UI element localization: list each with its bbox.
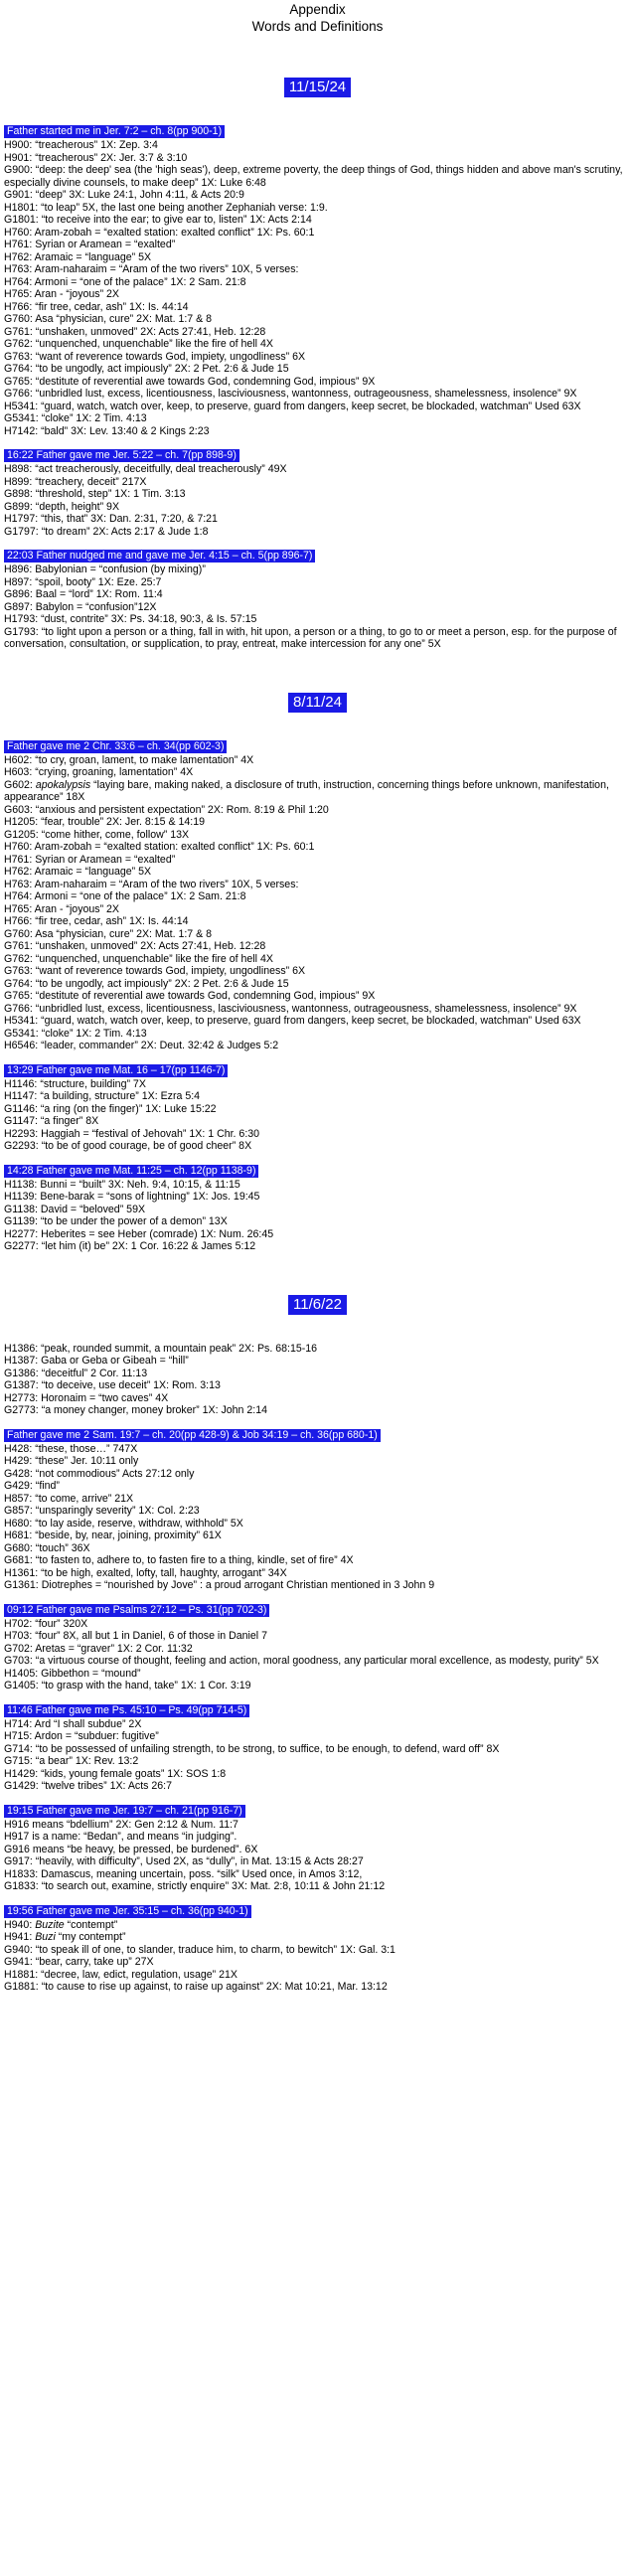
definition-line: G1801: “to receive into the ear; to give ear to, listen” 1X: Acts 2:14 — [4, 214, 312, 226]
definition-line: H5341: “guard, watch, watch over, keep, to preserve, guard from dangers, keep secret, be blockaded, watchman” Used 63X — [4, 400, 581, 412]
definition-line: H715: Ardon = “subduer: fugitive” — [4, 1730, 159, 1742]
definition-line: G1881: “to cause to rise up against, to raise up against” 2X: Mat 10:21, Mar. 13:12 — [4, 1981, 388, 1993]
definition-line: G681: “to fasten to, adhere to, to fasten fire to a thing, kindle, set of fire” 4X — [4, 1554, 354, 1566]
definition-line: G702: Aretas = “graver” 1X: 2 Cor. 11:32 — [4, 1642, 193, 1655]
definition-line: H1205: “fear, trouble” 2X: Jer. 8:15 & 14:19 — [4, 816, 205, 828]
definition-line: G764: “to be ungodly, act impiously” 2X: 2 Pet. 2:6 & Jude 15 — [4, 363, 289, 375]
entry-section — [4, 1064, 631, 1153]
definition-line: G1147: “a finger” 8X — [4, 1115, 99, 1127]
entry-section — [4, 550, 631, 651]
definition-line: G901: “deep” 3X: Luke 24:1, John 4:11, & Acts 20:9 — [4, 189, 244, 201]
section-heading: Father started me in Jer. 7:2 – ch. 8(pp 900-1) — [4, 125, 225, 138]
definition-line: G5341: “cloke” 1X: 2 Tim. 4:13 — [4, 1027, 147, 1040]
section-heading: 19:56 Father gave me Jer. 35:15 – ch. 36(pp 940-1) — [4, 1905, 251, 1918]
definition-line: H766: “fir tree, cedar, ash” 1X: Is. 44:14 — [4, 300, 189, 313]
definition-line: H1797: “this, that” 3X: Dan. 2:31, 7:20, & 7:21 — [4, 513, 218, 525]
entry-section — [4, 125, 631, 437]
section-heading: 11:46 Father gave me Ps. 45:10 – Ps. 49(pp 714-5) — [4, 1704, 249, 1717]
definition-line: H917 is a name: “Bedan”, and means “in judging”. — [4, 1831, 237, 1843]
entry-section — [4, 1604, 631, 1692]
date-heading: 11/6/22 — [288, 1295, 347, 1315]
definition-line: H1146: “structure, building” 7X — [4, 1077, 146, 1090]
definition-line: H765: Aran - “joyous” 2X — [4, 902, 119, 915]
definition-line: H2773: Horonaim = “two caves” 4X — [4, 1391, 169, 1404]
definition-line: H5341: “guard, watch, watch over, keep, to preserve, guard from dangers, keep secret, be blockaded, watchman” Used 63X — [4, 1015, 581, 1027]
date-heading-row — [4, 693, 631, 713]
definition-line: H900: “treacherous” 1X: Zep. 3:4 — [4, 139, 158, 151]
date-heading-row — [4, 1295, 631, 1315]
definition-line: G763: “want of reverence towards God, impiety, ungodliness” 6X — [4, 965, 306, 977]
definition-line: H761: Syrian or Aramean = “exalted” — [4, 239, 176, 250]
definition-line: G760: Asa “physician, cure” 2X: Mat. 1:7 & 8 — [4, 313, 213, 325]
definition-line: H603: “crying, groaning, lamentation” 4X — [4, 766, 194, 778]
definition-line: H1881: “decree, law, edict, regulation, usage” 21X — [4, 1968, 237, 1981]
definition-line: G900: “deep: the deep' sea (the 'high seas'), deep, extreme poverty, the deep things of God, things hidden and above man's scrutiny, especially divine counsels, to make deep” 1X: Luke 6:48 — [4, 164, 623, 189]
definition-line: H428: “these, those…” 747X — [4, 1442, 138, 1455]
entry-section — [4, 1165, 631, 1253]
definition-line: G1138: David = “beloved” 59X — [4, 1203, 146, 1215]
definition-line: H897: “spoil, booty” 1X: Eze. 25:7 — [4, 575, 162, 588]
definition-line: G429: “find” — [4, 1480, 60, 1492]
definition-line: H764: Armoni = “one of the palace” 1X: 2 Sam. 21:8 — [4, 275, 246, 288]
definition-line: G762: “unquenched, unquenchable” like the fire of hell 4X — [4, 338, 273, 350]
entry-section — [4, 449, 631, 538]
definition-line: G1833: “to search out, examine, strictly enquire” 3X: Mat. 2:8, 10:11 & John 21:12 — [4, 1880, 386, 1892]
section-heading: 13:29 Father gave me Mat. 16 – 17(pp 1146-7) — [4, 1064, 228, 1077]
definition-line: H941: Buzi “my contempt” — [4, 1931, 126, 1943]
entry-section — [4, 1805, 631, 1893]
definition-line: H899: “treachery, deceit” 217X — [4, 475, 147, 488]
definition-line: H429: “these” Jer. 10:11 only — [4, 1455, 139, 1467]
definition-line: G760: Asa “physician, cure” 2X: Mat. 1:7 & 8 — [4, 927, 213, 940]
section-heading: Father gave me 2 Chr. 33:6 – ch. 34(pp 602-3) — [4, 740, 227, 753]
definition-line: H1801: “to leap” 5X, the last one being another Zephaniah verse: 1:9. — [4, 201, 328, 214]
definition-line: H681: “beside, by, near, joining, proximity” 61X — [4, 1530, 222, 1541]
date-heading: 8/11/24 — [288, 693, 347, 713]
definition-line: G857: “unsparingly severity” 1X: Col. 2:23 — [4, 1505, 200, 1517]
definition-line: G761: “unshaken, unmoved” 2X: Acts 27:41, Heb. 12:28 — [4, 940, 266, 952]
definition-line: H1139: Bene-barak = “sons of lightning” 1X: Jos. 19:45 — [4, 1191, 260, 1203]
definition-line: G1429: “twelve tribes” 1X: Acts 26:7 — [4, 1780, 172, 1792]
definition-line: H916 means “bdellium” 2X: Gen 2:12 & Num. 11:7 — [4, 1818, 238, 1831]
definition-line: H714: Ard “I shall subdue” 2X — [4, 1717, 142, 1730]
definition-line: H762: Aramaic = “language” 5X — [4, 866, 152, 878]
definition-line: H2293: Haggiah = “festival of Jehovah” 1X: 1 Chr. 6:30 — [4, 1127, 260, 1140]
definition-line: H896: Babylonian = “confusion (by mixing)” — [4, 564, 206, 575]
definition-line: H763: Aram-naharaim = “Aram of the two rivers” 10X, 5 verses: — [4, 878, 299, 890]
section-heading: 14:28 Father gave me Mat. 11:25 – ch. 12(pp 1138-9) — [4, 1165, 258, 1178]
definition-line: H764: Armoni = “one of the palace” 1X: 2 Sam. 21:8 — [4, 890, 246, 902]
definition-line: G899: “depth, height” 9X — [4, 500, 120, 513]
definition-line: H1361: “to be high, exalted, lofty, tall, haughty, arrogant” 34X — [4, 1566, 287, 1579]
definition-line: G1139: “to be under the power of a demon” 13X — [4, 1215, 228, 1227]
section-heading: 22:03 Father nudged me and gave me Jer. 4:15 – ch. 5(pp 896-7) — [4, 550, 315, 563]
definition-line: H6546: “leader, commander” 2X: Deut. 32:42 & Judges 5:2 — [4, 1040, 279, 1051]
definition-line: H901: “treacherous” 2X: Jer. 3:7 & 3:10 — [4, 151, 188, 164]
definition-line: G896: Baal = “lord” 1X: Rom. 11:4 — [4, 588, 163, 600]
definition-line: G1361: Diotrephes = “nourished by Jove” : a proud arrogant Christian mentioned in 3 John 9 — [4, 1579, 435, 1591]
definition-line: H1138: Bunni = “built” 3X: Neh. 9:4, 10:15, & 11:15 — [4, 1178, 240, 1191]
definition-line: G703: “a virtuous course of thought, feeling and action, moral goodness, any particular moral excellence, as modesty, purity” 5X — [4, 1655, 599, 1667]
definition-line: G763: “want of reverence towards God, impiety, ungodliness” 6X — [4, 350, 306, 363]
definition-line: H898: “act treacherously, deceitfully, deal treacherously” 49X — [4, 463, 287, 475]
definition-line: G766: “unbridled lust, excess, licentiousness, lasciviousness, wantonness, outrageousness, shamelessness, insolence” 9X — [4, 388, 577, 400]
definition-line: G714: “to be possessed of unfailing strength, to be strong, to suffice, to be enough, to defend, ward off” 8X — [4, 1742, 500, 1755]
section-heading: 19:15 Father gave me Jer. 19:7 – ch. 21(pp 916-7) — [4, 1805, 245, 1818]
definition-line: H857: “to come, arrive” 21X — [4, 1492, 134, 1505]
definition-line: H760: Aram-zobah = “exalted station: exalted conflict” 1X: Ps. 60:1 — [4, 841, 315, 853]
definition-line: G764: “to be ungodly, act impiously” 2X: 2 Pet. 2:6 & Jude 15 — [4, 977, 289, 990]
entry-section — [4, 1905, 631, 1994]
section-heading: Father gave me 2 Sam. 19:7 – ch. 20(pp 428-9) & Job 34:19 – ch. 36(pp 680-1) — [4, 1429, 381, 1442]
definition-line: H765: Aran - “joyous” 2X — [4, 288, 119, 300]
definition-line: G1797: “to dream” 2X: Acts 2:17 & Jude 1:8 — [4, 525, 209, 538]
definition-line: G897: Babylon = “confusion”12X — [4, 600, 157, 613]
definition-line: G680: “touch” 36X — [4, 1541, 90, 1554]
definition-line: H702: “four” 320X — [4, 1617, 88, 1630]
document-title: Appendix — [289, 2, 346, 17]
definition-line: G715: “a bear” 1X: Rev. 13:2 — [4, 1755, 139, 1767]
definition-line: G1387: “to deceive, use deceit” 1X: Rom. 3:13 — [4, 1379, 221, 1391]
definition-line: H1833: Damascus, meaning uncertain, poss. “silk” Used once, in Amos 3:12, — [4, 1867, 363, 1880]
definition-line: H680: “to lay aside, reserve, withdraw, withhold” 5X — [4, 1517, 243, 1530]
definition-line: G765: “destitute of reverential awe towards God, condemning God, impious” 9X — [4, 375, 376, 388]
entry-section — [4, 1704, 631, 1793]
definition-line: H1386: “peak, rounded summit, a mountain peak” 2X: Ps. 68:15-16 — [4, 1342, 318, 1355]
definition-line: G916 means “be heavy, be pressed, be burdened”. 6X — [4, 1843, 258, 1855]
definition-line: G762: “unquenched, unquenchable” like the fire of hell 4X — [4, 952, 273, 965]
entry-section — [4, 1343, 631, 1417]
definition-line: G1386: “deceitful” 2 Cor. 11:13 — [4, 1367, 148, 1379]
definition-line: H766: “fir tree, cedar, ash” 1X: Is. 44:14 — [4, 915, 189, 927]
date-heading-row — [4, 78, 631, 97]
definition-line: G1793: “to light upon a person or a thing, fall in with, hit upon, a person or a thing, to go to or meet a person, esp. for the purpose of conversation, consultation, or supplication, to pray, entreat, make intercession for any one” 5X — [4, 625, 617, 650]
definition-line: G1405: “to grasp with the hand, take” 1X: 1 Cor. 3:19 — [4, 1680, 251, 1691]
definition-line: H1387: Gaba or Geba or Gibeah = “hill” — [4, 1355, 189, 1367]
definition-line: H761: Syrian or Aramean = “exalted” — [4, 853, 176, 866]
definition-line: H2277: Heberites = see Heber (comrade) 1X: Num. 26:45 — [4, 1227, 274, 1240]
definition-line: G917: “heavily, with difficulty”, Used 2X, as “dully”, in Mat. 13:15 & Acts 28:27 — [4, 1855, 364, 1867]
definition-line: G766: “unbridled lust, excess, licentiousness, lasciviousness, wantonness, outrageousness, shamelessness, insolence” 9X — [4, 1002, 577, 1015]
document-subtitle: Words and Definitions — [251, 19, 384, 34]
definition-line: H940: Buzite “contempt” — [4, 1918, 118, 1931]
definition-line: H1405: Gibbethon = “mound” — [4, 1667, 141, 1680]
definition-line: G765: “destitute of reverential awe towards God, condemning God, impious” 9X — [4, 990, 376, 1002]
section-heading: 16:22 Father gave me Jer. 5:22 – ch. 7(pp 898-9) — [4, 449, 239, 462]
definition-line: H760: Aram-zobah = “exalted station: exalted conflict” 1X: Ps. 60:1 — [4, 226, 315, 239]
definition-line: G602: apokalypsis “laying bare, making naked, a disclosure of truth, instruction, concerning things before unknown, manifestation, appearance” 18X — [4, 778, 609, 803]
definition-line: G5341: “cloke” 1X: 2 Tim. 4:13 — [4, 412, 147, 424]
definition-line: H762: Aramaic = “language” 5X — [4, 250, 152, 263]
definition-line: H1793: “dust, contrite” 3X: Ps. 34:18, 90:3, & Is. 57:15 — [4, 613, 257, 625]
definition-line: G1205: “come hither, come, follow” 13X — [4, 828, 190, 841]
date-heading: 11/15/24 — [284, 78, 351, 97]
definition-line: G2277: “let him (it) be” 2X: 1 Cor. 16:22 & James 5:12 — [4, 1240, 256, 1252]
definition-line: G940: “to speak ill of one, to slander, traduce him, to charm, to bewitch” 1X: Gal. 3:1 — [4, 1943, 396, 1956]
definition-line: G2293: “to be of good courage, be of good cheer” 8X — [4, 1140, 252, 1152]
entry-section — [4, 740, 631, 1052]
definition-line: G898: “threshold, step” 1X: 1 Tim. 3:13 — [4, 488, 186, 500]
definition-line: H1429: “kids, young female goats” 1X: SOS 1:8 — [4, 1767, 227, 1780]
definition-line: G428: “not commodious” Acts 27:12 only — [4, 1467, 195, 1480]
definition-line: H763: Aram-naharaim = “Aram of the two rivers” 10X, 5 verses: — [4, 263, 299, 275]
definition-line: H1147: “a building, structure” 1X: Ezra 5:4 — [4, 1090, 201, 1102]
definition-line: H602: “to cry, groan, lament, to make lamentation” 4X — [4, 753, 254, 766]
definition-line: H703: “four” 8X, all but 1 in Daniel, 6 of those in Daniel 7 — [4, 1630, 267, 1642]
definition-line: G603: “anxious and persistent expectation” 2X: Rom. 8:19 & Phil 1:20 — [4, 803, 329, 816]
definition-line: G2773: “a money changer, money broker” 1X: John 2:14 — [4, 1404, 267, 1416]
definition-line: G1146: “a ring (on the finger)” 1X: Luke 15:22 — [4, 1102, 217, 1115]
section-heading: 09:12 Father gave me Psalms 27:12 – Ps. 31(pp 702-3) — [4, 1604, 269, 1617]
document-body — [4, 78, 631, 1994]
definition-line: G941: “bear, carry, take up” 27X — [4, 1956, 154, 1968]
entry-section — [4, 1429, 631, 1592]
definition-line: G761: “unshaken, unmoved” 2X: Acts 27:41, Heb. 12:28 — [4, 325, 266, 338]
definition-line: H7142: “bald” 3X: Lev. 13:40 & 2 Kings 2:23 — [4, 424, 210, 437]
document-page — [0, 2, 633, 2576]
